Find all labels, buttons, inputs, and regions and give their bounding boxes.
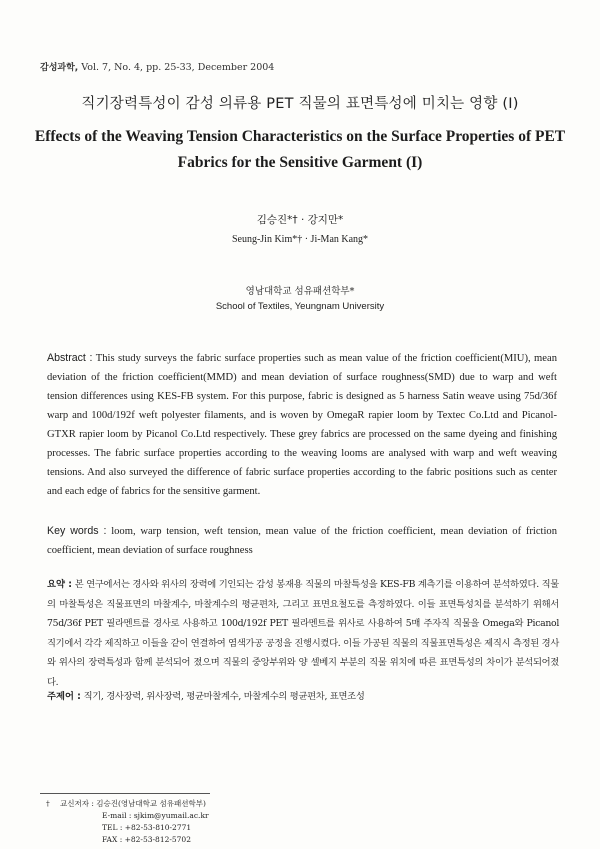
keywords-korean-text: 직기, 경사장력, 위사장력, 평균마찰계수, 마찰계수의 평균편차, 표면조성 xyxy=(83,691,365,702)
keywords-english xyxy=(47,522,557,560)
footnote xyxy=(46,798,209,846)
journal-name: 감성과학, xyxy=(40,63,79,73)
affiliation-korean: 영남대학교 섬유패션학부* xyxy=(245,286,355,297)
corresponding-author: 교신저자 : 김승진(영남대학교 섬유패션학부) xyxy=(60,799,206,808)
affiliation-english: School of Textiles, Yeungnam University xyxy=(215,301,385,312)
journal-header xyxy=(40,60,274,73)
abstract-label: Abstract : xyxy=(47,352,93,364)
footnote-divider xyxy=(40,793,210,794)
keywords-korean-label: 주제어 : xyxy=(47,691,81,702)
keywords-korean xyxy=(47,687,559,706)
title-english: Effects of the Weaving Tension Characteristics on the Surface Properties of PET Fabrics for the Sensitive Garment (I) xyxy=(34,128,566,171)
abstract-korean-label: 요약 : xyxy=(47,579,73,590)
abstract-korean xyxy=(47,575,559,692)
keywords-text: loom, warp tension, weft tension, mean value of the friction coefficient, mean deviation of friction coefficient, mean deviation of surface roughness xyxy=(47,526,557,556)
authors-korean: 김승진*† · 강지만* xyxy=(256,214,344,226)
footnote-email: E-mail : sjkim@yumail.ac.kr xyxy=(102,811,209,820)
authors-english: Seung-Jin Kim*† · Ji-Man Kang* xyxy=(231,234,369,245)
journal-info: Vol. 7, No. 4, pp. 25-33, December 2004 xyxy=(81,62,275,73)
abstract-text: This study surveys the fabric surface properties such as mean value of the friction coefficient(MIU), mean deviation of the friction coefficient(MMD) and mean deviation of surface roughness(SMD) due to warp and weft tension differences using KES-FB system. For this purpose, fabric is designed as 5 harness Satin weave using 75d/36f warp and 100d/192f weft polyester filaments, and is woven by OmegaR rapier loom by Textec Co.Ltd and Picanol-GTXR rapier loom by Picanol Co.Ltd respectively. These grey fabrics are processed on the same dyeing and finishing processes. The fabric surface properties according to the weaving looms are analysed with warp and weft weaving tensions. And also surveyed the difference of fabric surface properties according to the fabric positions such as center and each edge of fabrics for the sensitive garment. xyxy=(47,353,557,497)
footnote-fax: FAX : +82-53-812-5702 xyxy=(102,835,191,844)
abstract-english xyxy=(47,349,557,501)
dagger-mark: † xyxy=(46,799,50,808)
abstract-korean-text: 본 연구에서는 경사와 위사의 장력에 기인되는 감성 봉재용 직물의 마찰특성을 KES-FB 계측기를 이용하여 분석하였다. 직물의 마찰특성은 직물표면의 마찰계수, 마찰계수의 평균편차, 그리고 표면요철도를 측정하였다. 이들 표면특성치를 분석하기 위해서 75d/36f PET 필라멘트를 경사로 사용하고 100d/192f PET 필라멘트를 위사로 사용하여 5매 주자직 직물을 Omega와 Picanol 직기에서 각각 제직하고 이들을 같이 연결하여 염색가공 공정을 진행시켰다. 이들 가공된 직물의 직물표면특성은 제직시 측정된 경사와 위사의 장력특성과 함께 분석되어 졌으며 직물의 중앙부위와 양 셀베지 부분의 직물 위치에 따른 표면특성의 차이가 분석되어졌다. xyxy=(47,579,559,688)
keywords-label: Key words : xyxy=(47,525,107,537)
footnote-tel: TEL : +82-53-810-2771 xyxy=(102,823,192,832)
title-korean: 직기장력특성이 감성 의류용 PET 직물의 표면특성에 미치는 영향 (Ⅰ) xyxy=(81,96,519,112)
